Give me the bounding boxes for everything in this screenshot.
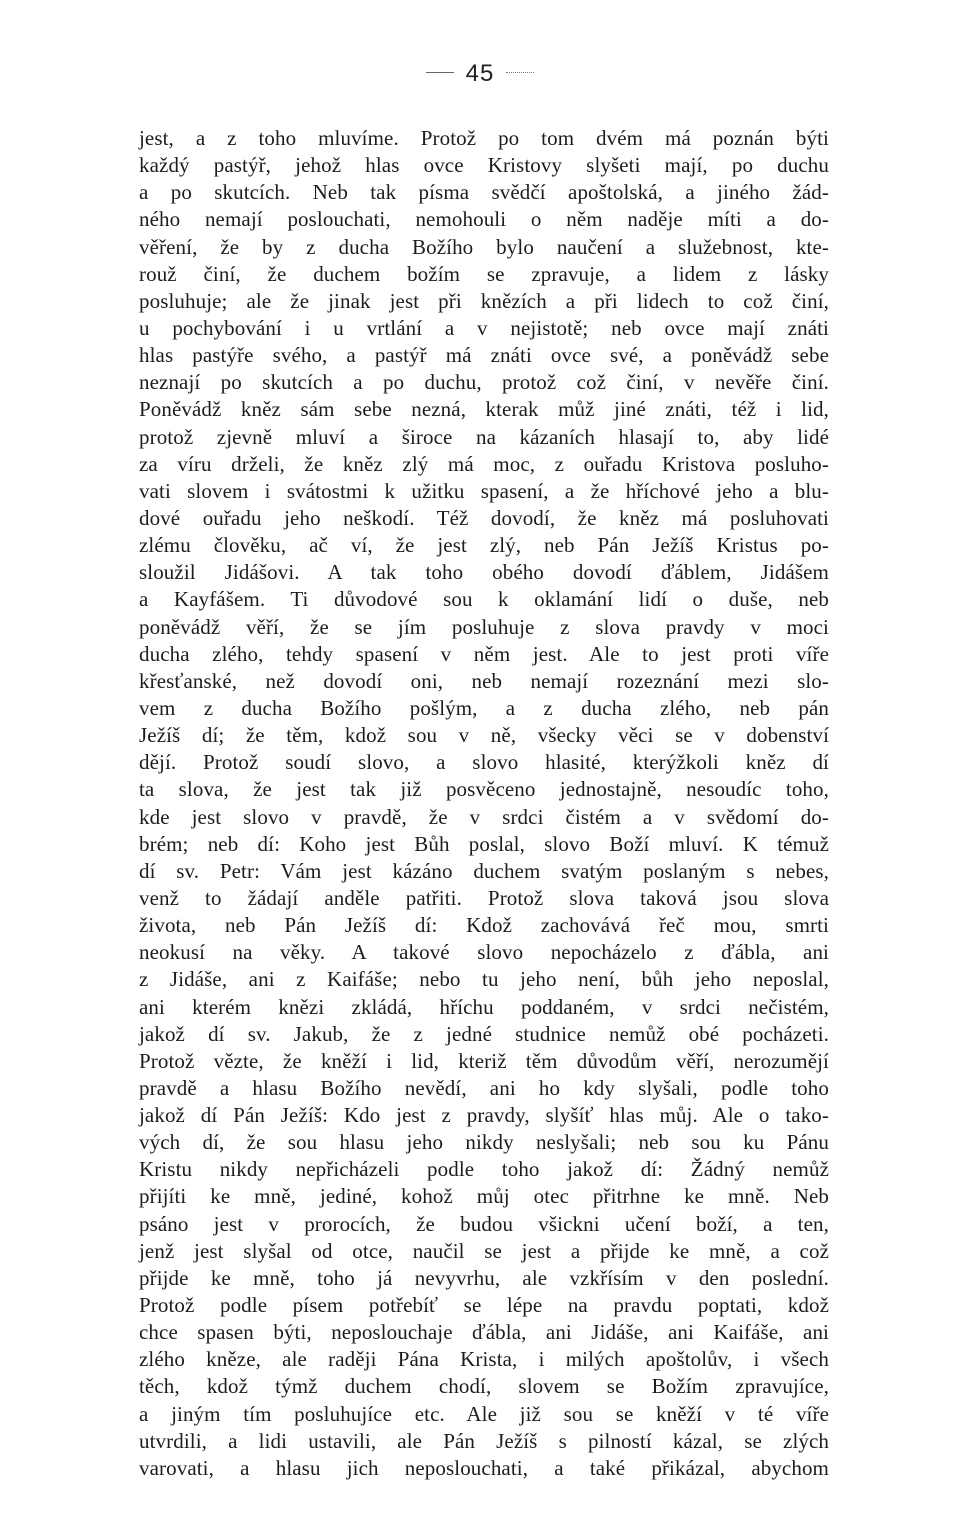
text-line: Kristu nikdy nepřicházeli podle toho jakož dí: Žádný nemůž bbox=[139, 1157, 829, 1182]
text-line: každý pastýř, jehož hlas ovce Kristovy slyšeti mají, po duchu bbox=[139, 153, 829, 178]
text-line: Ježíš dí; že těm, kdož sou v ně, všecky věci se v dobenství bbox=[139, 723, 829, 748]
text-line: Protož vězte, že kněží i lid, kteriž těm důvodům věří, nerozumějí bbox=[139, 1048, 829, 1073]
text-line: života, neb Pán Ježíš dí: Kdož zachovává řeč mou, smrti bbox=[139, 913, 829, 938]
text-line: dějí. Protož soudí slovo, a slovo hlasité, kterýžkoli kněz dí bbox=[139, 750, 829, 775]
text-line: zlého kněze, ale raději Pána Krista, i milých apoštolův, i všech bbox=[139, 1347, 829, 1372]
text-line: rouž činí, že duchem božím se zpravuje, a lidem z lásky bbox=[139, 261, 829, 286]
text-line: z Jidáše, ani z Kaifáše; nebo tu jeho není, bůh jeho neposlal, bbox=[139, 967, 829, 992]
text-line: jenž jest slyšal od otce, naučil se jest a přijde ke mně, a což bbox=[139, 1238, 829, 1263]
page-body-text bbox=[139, 125, 829, 1482]
text-line: vati slovem i svátostmi k užitku spasení, a že hříchové jeho a blu- bbox=[139, 478, 829, 503]
text-line: utvrdili, a lidi ustavili, ale Pán Ježíš s pilností kázal, se zlých bbox=[139, 1428, 829, 1453]
text-line: pravdě a hlasu Božího nevědí, ani ho kdy slyšali, podle toho bbox=[139, 1075, 829, 1100]
text-line: ducha zlého, tehdy spasení v něm jest. Ale to jest proti víře bbox=[139, 641, 829, 666]
text-line: křesťanské, než dovodí oni, neb nemají rozeznání mezi slo- bbox=[139, 668, 829, 693]
text-line: jakož dí sv. Jakub, že z jedné studnice nemůž obé pocházeti. bbox=[139, 1021, 829, 1046]
page-number: 45 bbox=[465, 60, 495, 87]
text-line: neokusí na věky. A takové slovo nepocházelo z ďábla, ani bbox=[139, 940, 829, 965]
text-line: poněvádž věří, že se jím posluhuje z slova pravdy v moci bbox=[139, 614, 829, 639]
text-line: těch, kdož týmž duchem chodí, slovem se Božím zpravujíce, bbox=[139, 1374, 829, 1399]
text-line: psáno jest v prorocích, že budou všickni učení boží, a ten, bbox=[139, 1211, 829, 1236]
text-line: hlas pastýře svého, a pastýř má znáti ovce své, a poněvádž sebe bbox=[139, 343, 829, 368]
text-line: brém; neb dí: Koho jest Bůh poslal, slovo Boží mluví. K témuž bbox=[139, 831, 829, 856]
text-line: přijíti ke mně, jediné, kohož můj otec přitrhne ke mně. Neb bbox=[139, 1184, 829, 1209]
text-line: přijde ke mně, toho já nevyvrhu, ale vzkřísím v den poslední. bbox=[139, 1265, 829, 1290]
text-line: chce spasen býti, neposlouchaje ďábla, ani Jidáše, ani Kaifáše, ani bbox=[139, 1320, 829, 1345]
text-line: ného nemají poslouchati, nemohouli o něm naděje míti a do- bbox=[139, 207, 829, 232]
text-line: dí sv. Petr: Vám jest kázáno duchem svatým poslaným s nebes, bbox=[139, 858, 829, 883]
header-dash-right bbox=[506, 72, 534, 73]
text-line: protož zjevně mluví a široce na kázaních hlasají to, aby lidé bbox=[139, 424, 829, 449]
text-line: zlému člověku, ač ví, že jest zlý, neb Pán Ježíš Kristus po- bbox=[139, 533, 829, 558]
text-line: vem z ducha Božího pošlým, a z ducha zlého, neb pán bbox=[139, 695, 829, 720]
text-line: u pochybování i u vrtlání a v nejistotě; neb ovce mají znáti bbox=[139, 315, 829, 340]
text-line: a po skutcích. Neb tak písma svědčí apoštolská, a jiného žád- bbox=[139, 180, 829, 205]
text-line: kde jest slovo v pravdě, že v srdci čistém a v svědomí do- bbox=[139, 804, 829, 829]
text-line: neznají po skutcích a po duchu, protož což činí, v nevěře činí. bbox=[139, 370, 829, 395]
text-line: Poněvádž kněz sám sebe nezná, kterak můž jiné znáti, též i lid, bbox=[139, 397, 829, 422]
text-line: jakož dí Pán Ježíš: Kdo jest z pravdy, slyšíť hlas můj. Ale o tako- bbox=[139, 1103, 829, 1128]
header-dash-left bbox=[426, 72, 454, 73]
text-line: za víru drželi, že kněz zlý má moc, z ouřadu Kristova posluho- bbox=[139, 451, 829, 476]
text-line: a Kayfášem. Ti důvodové sou k oklamání lidí o duše, neb bbox=[139, 587, 829, 612]
text-line: venž to žádají anděle patřiti. Protož slova taková jsou slova bbox=[139, 885, 829, 910]
page-header bbox=[0, 60, 960, 88]
text-line: vých dí, že sou hlasu jeho nikdy neslyšali; neb sou ku Pánu bbox=[139, 1130, 829, 1155]
text-line: sloužil Jidášovi. A tak toho obého dovodí ďáblem, Jidášem bbox=[139, 560, 829, 585]
text-line: jest, a z toho mluvíme. Protož po tom dvém má poznán býti bbox=[139, 126, 829, 150]
text-line: Protož podle písem potřebíť se lépe na pravdu poptati, kdož bbox=[139, 1293, 829, 1318]
text-line: ta slova, že jest tak již posvěceno jednostajně, nesoudíc toho, bbox=[139, 777, 829, 802]
text-line: ani kterém knězi zkládá, hříchu poddaném, v srdci nečistém, bbox=[139, 994, 829, 1019]
text-line: dové ouřadu jeho neškodí. Též dovodí, že kněz má posluhovati bbox=[139, 505, 829, 530]
text-line: a jiným tím posluhujíce etc. Ale již sou se kněží v té víře bbox=[139, 1401, 829, 1426]
text-line: věření, že by z ducha Božího bylo naučení a služebnost, kte- bbox=[139, 234, 829, 259]
text-line: posluhuje; ale že jinak jest při knězích a při lidech to což činí, bbox=[139, 288, 829, 313]
text-line: varovati, a hlasu jich neposlouchati, a také přikázal, abychom bbox=[139, 1455, 829, 1480]
